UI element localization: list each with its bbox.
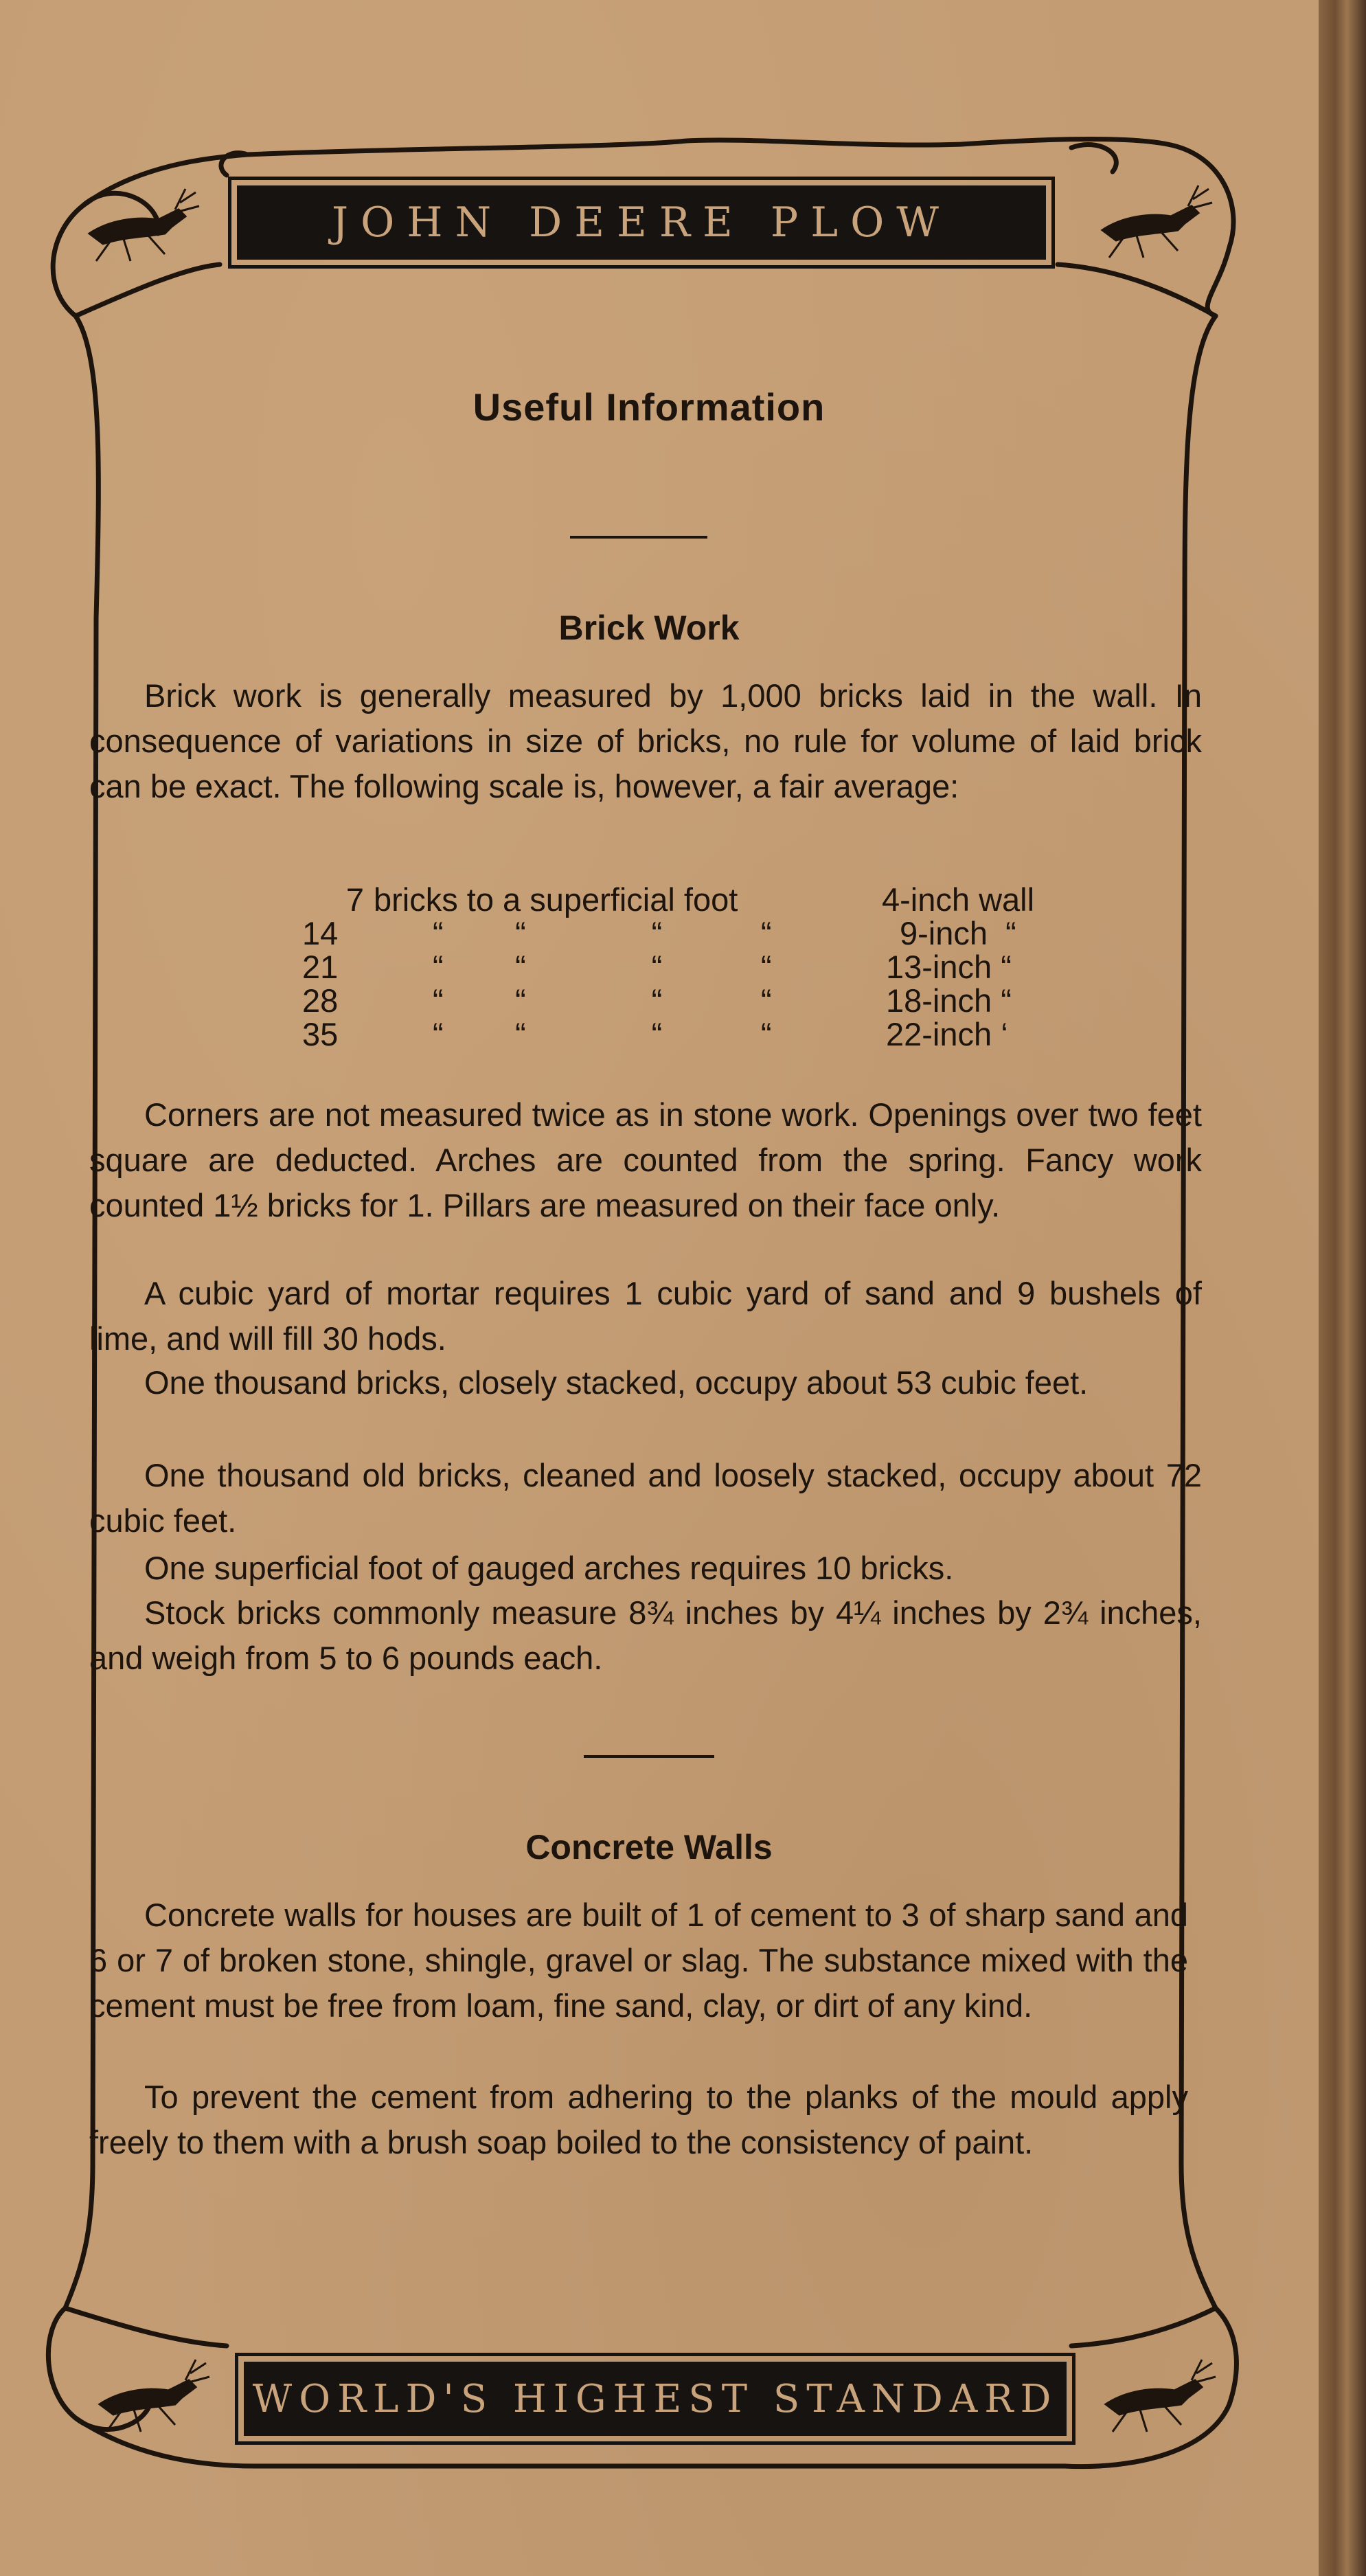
scale-wall: 4-inch wall — [882, 881, 1035, 918]
scale-count: 14 — [302, 915, 339, 951]
section-heading-brick-work: Brick Work — [558, 609, 740, 647]
leaping-deer-icon — [93, 2349, 216, 2439]
scale-desc: “ “ “ “ — [433, 949, 772, 985]
brick-paragraph: One thousand bricks, closely stacked, occupy about 53 cubic feet. — [144, 1364, 1089, 1401]
footer-banner: WORLD'S HIGHEST STANDARD — [244, 2362, 1067, 2436]
brick-scale-table — [302, 883, 1106, 1051]
section-heading-concrete-walls: Concrete Walls — [525, 1828, 773, 1866]
leaping-deer-icon — [1099, 2349, 1222, 2439]
table-row — [302, 950, 1106, 984]
page-edge — [1319, 0, 1366, 2576]
scale-desc: bricks to a superficial foot — [374, 881, 738, 918]
scale-desc: “ “ “ “ — [433, 915, 772, 951]
scale-count: 28 — [302, 982, 339, 1019]
brick-paragraph: One thousand old bricks, cleaned and loosely stacked, occupy about 72 cubic feet. — [89, 1457, 1202, 1539]
scale-desc: “ “ “ “ — [433, 982, 772, 1019]
concrete-paragraph: To prevent the cement from adhering to the planks of the mould apply freely to them with a brush soap boiled to the consistency of paint. — [89, 2079, 1188, 2160]
leaping-deer-icon — [1095, 175, 1219, 264]
brick-paragraph: Corners are not measured twice as in stone work. Openings over two feet square are deducted. Arches are counted from the spring. Fancy work counted 1½ bricks for 1. Pillars are measured on their face only. — [89, 1096, 1202, 1223]
table-row — [302, 916, 1106, 950]
divider — [570, 536, 707, 539]
concrete-paragraph: Concrete walls for houses are built of 1 of cement to 3 of sharp sand and 6 or 7 of broken stone, shingle, gravel or slag. The substance mixed with the cement must be free from loam, fine sand, clay, or dirt of any kind. — [89, 1897, 1188, 2024]
brick-paragraph: A cubic yard of mortar requires 1 cubic yard of sand and 9 bushels of lime, and will fill 30 hods. — [89, 1275, 1202, 1357]
brick-paragraph: One superficial foot of gauged arches requires 10 bricks. — [144, 1550, 954, 1586]
scale-wall: 13-inch “ — [886, 949, 1012, 985]
table-row — [302, 984, 1106, 1017]
leaping-deer-icon — [82, 179, 206, 268]
scale-count: 35 — [302, 1016, 339, 1052]
scale-count: 21 — [302, 949, 339, 985]
brick-paragraph: Stock bricks commonly measure 8¾ inches by 4¼ inches by 2¾ inches, and weigh from 5 to 6 pounds each. — [89, 1594, 1202, 1676]
scale-count: 7 — [345, 881, 364, 918]
page-title: Useful Information — [473, 385, 826, 429]
scale-wall: 18-inch “ — [886, 982, 1012, 1019]
table-row — [302, 883, 1106, 916]
table-row — [302, 1017, 1106, 1051]
scale-desc: “ “ “ “ — [433, 1016, 772, 1052]
scale-wall: 22-inch ‘ — [886, 1016, 1008, 1052]
brick-intro: Brick work is generally measured by 1,000 bricks laid in the wall. In consequence of variations in size of bricks, no rule for volume of laid brick can be exact. The following scale is, however, a fair average: — [89, 677, 1202, 804]
divider — [584, 1755, 714, 1758]
header-banner: JOHN DEERE PLOW — [237, 185, 1046, 260]
scale-wall: 9-inch “ — [900, 915, 1016, 951]
